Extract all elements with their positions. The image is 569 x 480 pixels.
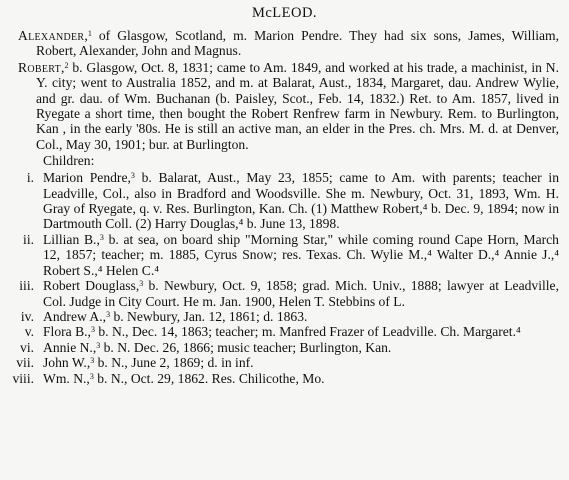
child-details: b. N., Dec. 14, 1863; teacher; m. Manfred Frazer of Leadville. Ch. Margaret.⁴ xyxy=(94,324,521,340)
child-text xyxy=(43,324,559,339)
child-name: Marion Pendre, xyxy=(43,170,131,186)
child-entry xyxy=(0,355,569,370)
child-text xyxy=(43,170,559,232)
generation-number: 3 xyxy=(130,171,135,181)
child-number: i. xyxy=(26,170,34,186)
child-name: Lillian B., xyxy=(43,231,100,247)
generation-number: 3 xyxy=(96,340,101,350)
generation-number: 3 xyxy=(89,371,94,381)
child-text xyxy=(43,309,559,324)
child-text xyxy=(43,371,559,386)
entry-robert: Robert,$^2$ b. Glasgow, Oct. 8, 1831; came to Am. 1849, and worked at his trade, a machinist, in N. Y. city; went to Australia 1852, and m. at Balarat, Aust., 1834, Margaret, dau. Andrew Wylie, and gr. dau. of Wm. Buchanan (b. Paisley, Scot., Feb. 14, 1832.) Ret. to Am. 1857, lived in Ryegate a short time, then bought the Robert Renfrew farm in Newbury. Rem. to Burlington, Kan , in the early '80s. He is still an active man, an elder in the Pres. ch. Mrs. M. d. at Denver, Col., May 30, 1901; bur. at Burlington. xyxy=(18,59,559,152)
child-details: b. N., Oct. 29, 1862. Res. Chilicothe, Mo. xyxy=(93,370,325,386)
child-text xyxy=(43,355,559,370)
generation-number: 3 xyxy=(139,279,144,289)
child-details: b. Newbury, Oct. 9, 1858; grad. Mich. Univ., 1888; lawyer at Leadville, Col. Judge in City Court. He m. Jan. 1900, Helen T. Stebbins of L. xyxy=(43,278,559,309)
generation-number: 3 xyxy=(99,232,104,242)
generation-number: 3 xyxy=(90,356,95,366)
entry-text: b. Glasgow, Oct. 8, 1831; came to Am. 1849, and worked at his trade, a machinist, in N. Y. city; went to Australia 1852, and m. at Balarat, Aust., 1834, Margaret, dau. Andrew Wylie, and gr. dau. of Wm. Buchanan (b. Paisley, Scot., Feb. 14, 1832.) Ret. to Am. 1857, lived in Ryegate a short time, then bought the Robert Renfrew farm in Newbury. Rem. to Burlington, Kan , in the early '80s. He is still an active man, an elder in the Pres. ch. Mrs. M. d. at Denver, Col., May 30, 1901; bur. at Burlington. xyxy=(36,59,559,152)
generation-number: 1 xyxy=(87,29,92,38)
child-details: b. Balarat, Aust., May 23, 1855; came to Am. with parents; teacher in Leadville, Col., also in Bradford and Woodsville. She m. Newbury, Oct. 31, 1893, Wm. H. Gray of Ryegate, q. v. Res. Burlington, Kan. Ch. (1) Matthew Robert,⁴ b. Dec. 9, 1894; now in Dartmouth Coll. (2) Harry Douglas,⁴ b. June 13, 1898. xyxy=(43,170,559,232)
entry-alexander: Alexander,$^1$ of Glasgow, Scotland, m. Marion Pendre. They had six sons, James, William, Robert, Alexander, John and Magnus. xyxy=(18,28,559,59)
page-title: McLEOD. xyxy=(251,5,318,21)
child-entry xyxy=(0,324,569,339)
child-number: vii. xyxy=(16,355,34,371)
child-details: b. N. Dec. 26, 1866; music teacher; Burlington, Kan. xyxy=(100,339,392,355)
child-number: ii. xyxy=(23,231,34,247)
child-entry xyxy=(0,170,569,232)
child-number: viii. xyxy=(12,370,34,386)
children-list xyxy=(0,170,569,386)
child-details: b. Newbury, Jan. 12, 1861; d. 1863. xyxy=(110,308,308,324)
generation-number: 3 xyxy=(90,325,95,335)
child-number: vi. xyxy=(20,339,34,355)
child-name: Andrew A., xyxy=(43,308,107,324)
child-number: iii. xyxy=(19,278,34,294)
child-details: b. at sea, on board ship "Morning Star," while coming round Cape Horn, March 12, 1857; teacher; m. 1885, Cyrus Snow; res. Texas. Ch. Wylie M.,⁴ Walter D.,⁴ Annie J.,⁴ Robert S.,⁴ Helen C.⁴ xyxy=(43,231,559,278)
children-heading: Children: xyxy=(43,153,95,169)
child-entry xyxy=(0,309,569,324)
entry-name: Robert xyxy=(18,59,62,75)
child-name: Annie N., xyxy=(43,339,97,355)
entry-name: Alexander xyxy=(18,28,85,43)
child-details: b. N., June 2, 1869; d. in inf. xyxy=(94,355,254,371)
child-entry xyxy=(0,232,569,278)
generation-number: 3 xyxy=(106,309,111,319)
child-entry xyxy=(0,371,569,386)
child-text xyxy=(43,340,559,355)
child-text xyxy=(43,232,559,278)
child-number: iv. xyxy=(20,308,34,324)
child-name: John W., xyxy=(43,355,91,371)
generation-number: 2 xyxy=(64,60,69,70)
child-number: v. xyxy=(24,324,34,340)
child-entry xyxy=(0,278,569,309)
child-entry xyxy=(0,340,569,355)
entry-text: of Glasgow, Scotland, m. Marion Pendre. They had six sons, James, William, Robert, Alexander, John and Magnus. xyxy=(36,28,559,59)
child-name: Flora B., xyxy=(43,324,91,340)
child-name: Wm. N., xyxy=(43,370,90,386)
child-text xyxy=(43,278,559,309)
child-name: Robert Douglass, xyxy=(43,278,140,294)
